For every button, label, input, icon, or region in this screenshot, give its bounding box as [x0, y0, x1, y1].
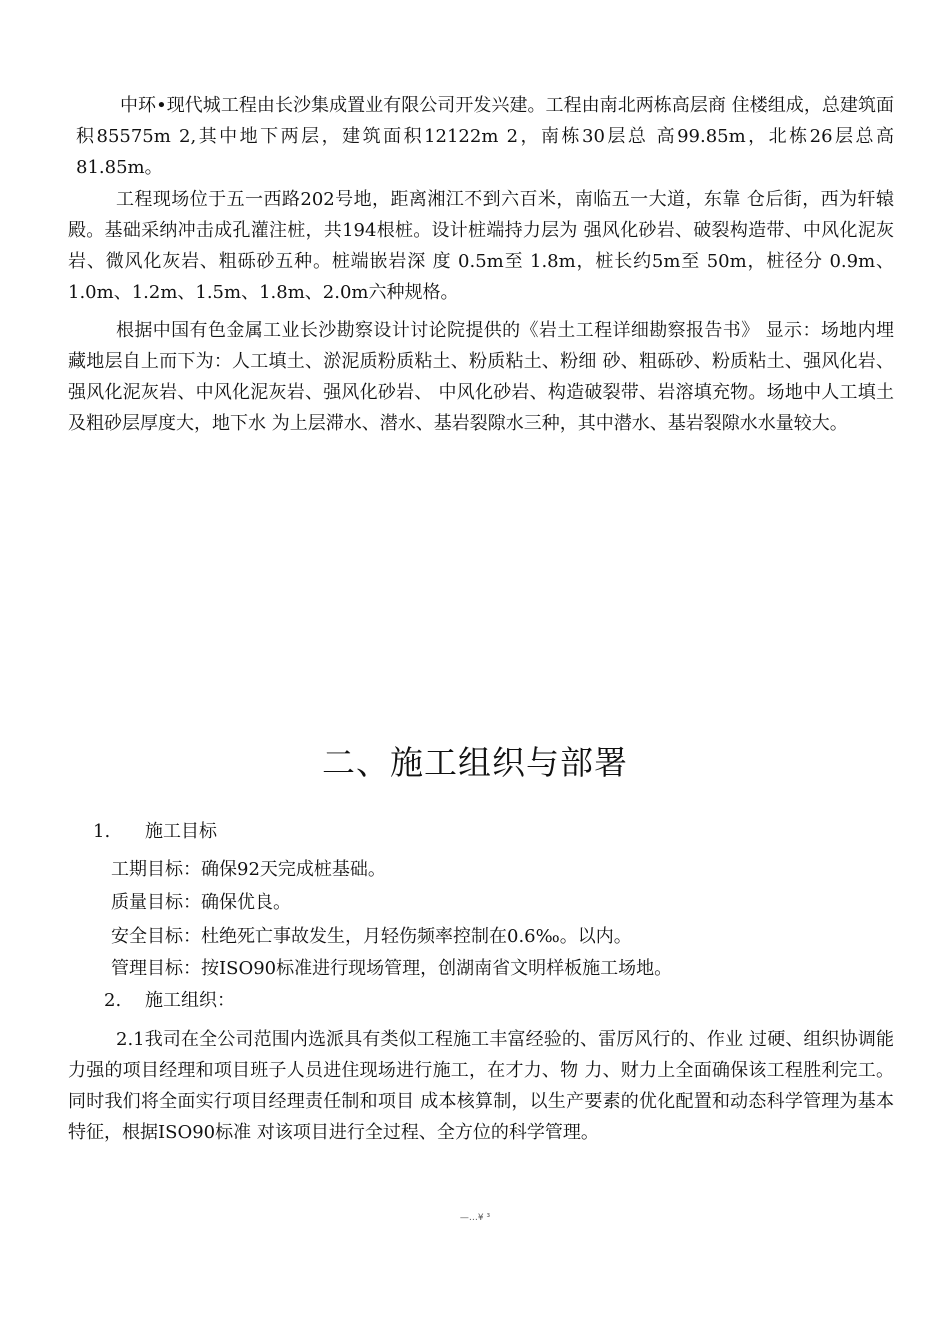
section-heading: 二、施工组织与部署 [322, 743, 628, 782]
goal-quality: 质量目标：确保优良。 [111, 892, 291, 913]
subsection-label: 施工组织： [145, 990, 235, 1011]
intro-paragraph-geology: 根据中国有色金属工业长沙勘察设计讨论院提供的《岩土工程详细勘察报告书》 显示：场地内埋藏地层自上而下为：人工填土、淤泥质粉质粘土、粉质粘土、粉细 砂、粗砾砂、粉质粘土、强风化岩、强风化泥灰岩、中风化泥灰岩、强风化砂岩、 中风化砂岩、构造破裂带、岩溶填充物。场地中人工填土及粗砂层厚度大，地下水 为上层滞水、潜水、基岩裂隙水三种，其中潜水、基岩裂隙水水量较大。 [68, 320, 894, 434]
goal-schedule: 工期目标：确保92天完成桩基础。 [111, 859, 386, 880]
intro-paragraph-project: 中环•现代城工程由长沙集成置业有限公司开发兴建。工程由南北两栋高层商 住楼组成，总建筑面积85575m 2,其中地下两层，建筑面积12122m 2，南栋30层总 高99.85m，北栋26层总高81.85m。 [76, 95, 894, 178]
subsection-number: 2. [104, 990, 122, 1011]
goal-safety: 安全目标：杜绝死亡事故发生，月轻伤频率控制在0.6‰。以内。 [111, 926, 632, 947]
subsection-construction-goals [93, 818, 217, 846]
goal-management: 管理目标：按ISO90标准进行现场管理，创湖南省文明样板施工场地。 [111, 958, 673, 979]
subsection-number: 1. [93, 821, 111, 842]
organization-paragraph: 2.1我司在全公司范围内选派具有类似工程施工丰富经验的、雷厉风行的、作业 过硬、组织协调能力强的项目经理和项目班子人员进住现场进行施工，在才力、物 力、财力上全面确保该工程胜利完工。同时我们将全面实行项目经理责任制和项目 成本核算制，以生产要素的优化配置和动态科学管理为基本特征，根据ISO90标准 对该项目进行全过程、全方位的科学管理。 [68, 1029, 894, 1143]
page-footer-mark: —…¥ ³ [459, 1213, 491, 1223]
subsection-construction-organization [104, 987, 235, 1015]
subsection-label: 施工目标 [145, 821, 217, 842]
intro-paragraph-site: 工程现场位于五一西路202号地，距离湘江不到六百米，南临五一大道，东靠 仓后街，西为轩辕殿。基础采纳冲击成孔灌注桩，共194根桩。设计桩端持力层为 强风化砂岩、破裂构造带、中风化泥灰岩、微风化灰岩、粗砾砂五种。桩端嵌岩深 度 0.5m至 1.8m，桩长约5m至 50m，桩径分 0.9m、1.0m、1.2m、1.5m、1.8m、2.0m六种规格。 [68, 189, 894, 303]
